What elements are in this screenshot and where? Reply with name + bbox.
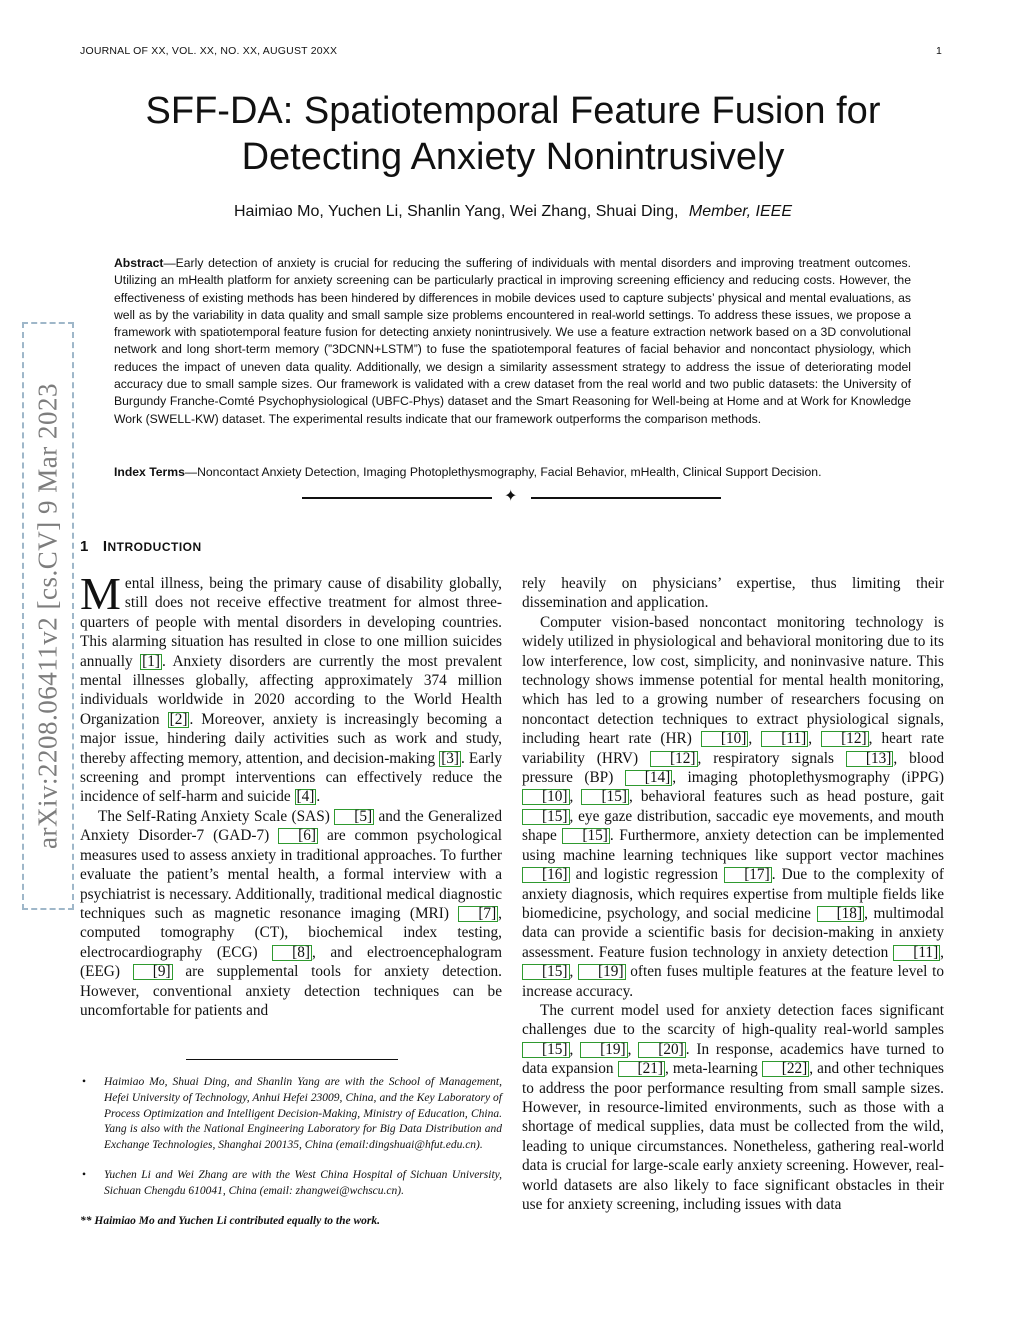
section-heading <box>80 538 202 555</box>
paragraph-text: , meta-learning <box>665 1060 762 1078</box>
arxiv-stamp <box>22 322 74 910</box>
title-line-2: Detecting Anxiety Nonintrusively <box>241 136 785 178</box>
paragraph-text: . Due to the complexity of anxiety diagnosis, which requires expertise from multiple fields like biomedicine, psychology, and social medicine <box>522 866 944 922</box>
citation-link[interactable]: [16] <box>522 867 570 883</box>
citation-link[interactable]: [15] <box>522 964 570 980</box>
index-terms <box>114 464 911 481</box>
paragraph-text: , behavioral features such as head posture, gait <box>628 788 944 806</box>
paragraph-text: often fuses multiple features at the feature level to increase accuracy. <box>522 963 944 1000</box>
drop-cap: M <box>80 568 121 619</box>
paragraph-text: , <box>569 1040 581 1058</box>
footnote-text: Yuchen Li and Wei Zhang are with the West China Hospital of Sichuan University, Sichuan Chengdu 610041, China (email: zhangwei@wchscu.cn). <box>104 1168 502 1197</box>
footnote-affiliation-2 <box>80 1168 502 1200</box>
paragraph-intro-2 <box>80 807 502 1020</box>
footnotes <box>80 1075 502 1229</box>
paragraph-text: , and electroencephalogram (EEG) <box>80 943 502 981</box>
paragraph-text: . Furthermore, anxiety detection can be implemented using machine learning techniques like support vector machines <box>522 827 945 864</box>
abstract <box>114 255 911 428</box>
paragraph-text: , <box>569 788 582 806</box>
citation-link[interactable]: [5] <box>334 809 374 825</box>
citation-link[interactable]: [3] <box>441 749 460 767</box>
paragraph-text: are common psychological measures used to assess anxiety in traditional approaches. To further evaluate the patient’s mental health, a formal interview with a psychiatrist is necessary. Additionally, traditional medical diagnostic techniques such as magnetic resonance imaging (MRI) <box>80 827 502 922</box>
citation-link[interactable]: [19] <box>580 1042 628 1058</box>
citation-link[interactable]: [14] <box>625 770 673 786</box>
paragraph-text: , respiratory signals <box>697 749 846 767</box>
section-title-rest: NTRODUCTION <box>107 540 202 554</box>
paragraph-text: . Anxiety disorders are currently the most prevalent mental illnesses globally, affecting approximately 374 million individuals worldwide in 2020 according to the World Health Organization <box>80 652 503 728</box>
paragraph-text: are supplemental tools for anxiety detection. However, conventional anxiety detection techniques can be uncomfortable for patients and <box>80 963 503 1019</box>
paragraph-text: , <box>940 943 944 961</box>
citation-link[interactable]: [6] <box>278 828 318 844</box>
index-terms-text: —Noncontact Anxiety Detection, Imaging Photoplethysmography, Facial Behavior, mHealth, Clinical Support Decision. <box>184 465 822 479</box>
paper-title <box>90 88 936 180</box>
paragraph-text: and logistic regression <box>569 866 725 884</box>
divider-line-left <box>302 497 492 499</box>
paragraph-intro-1 <box>80 568 503 807</box>
citation-link[interactable]: [12] <box>821 731 869 747</box>
citation-link[interactable]: [12] <box>650 751 698 767</box>
citation-link[interactable]: [15] <box>581 789 629 805</box>
citation-link[interactable]: [22] <box>762 1061 810 1077</box>
paragraph-text: , heart rate variability (HRV) <box>522 730 944 767</box>
bullet-icon: • <box>82 1076 87 1088</box>
citation-link[interactable]: [15] <box>522 809 570 825</box>
footnote-rule <box>186 1059 398 1060</box>
paragraph-text: , computed tomography (CT), biochemical index testing, electrocardiography (ECG) <box>80 904 502 961</box>
paragraph-text: , multimodal data can provide a scientific basis for decision-making in anxiety assessment. Feature fusion technology in anxiety detection <box>522 904 945 961</box>
citation-link[interactable]: [21] <box>618 1061 666 1077</box>
author-list <box>90 203 936 221</box>
paragraph-text: , <box>748 730 762 748</box>
running-head: JOURNAL OF XX, VOL. XX, NO. XX, AUGUST 20XX <box>80 45 338 57</box>
paragraph-text: rely heavily on physicians’ expertise, thus limiting their dissemination and application. <box>522 575 944 612</box>
footnote-affiliation-1 <box>80 1075 502 1154</box>
citation-link[interactable]: [9] <box>133 964 173 980</box>
index-terms-label: Index Terms <box>114 465 185 479</box>
author-names: Haimiao Mo, Yuchen Li, Shanlin Yang, Wei Zhang, Shuai Ding, <box>233 203 679 220</box>
citation-link[interactable]: [15] <box>522 1042 570 1058</box>
paragraph-text: . In response, academics have turned to data expansion <box>522 1040 944 1078</box>
citation-link[interactable]: [20] <box>638 1042 686 1058</box>
author-membership: Member, IEEE <box>688 203 793 220</box>
citation-link[interactable]: [4] <box>296 788 315 806</box>
paragraph-text: . Moreover, anxiety is increasingly becoming a major issue, hindering daily activities such as work and study, thereby affecting memory, attention, and decision-making <box>80 710 502 767</box>
citation-link[interactable]: [10] <box>522 789 570 805</box>
paragraph-text: , eye gaze distribution, saccadic eye movements, and mouth shape <box>522 807 944 845</box>
divider-star-icon: ✦ <box>504 488 518 505</box>
paragraph-text: Computer vision-based noncontact monitoring technology is widely utilized in physiological and behavioral monitoring due to its low interference, low cost, simplicity, and noninvasive nature. This technology shows immense potential for mental health monitoring, which has led to a growing number of researchers focusing on noncontact detection techniques to extract physiological signals, including heart rate (HR) <box>522 613 944 748</box>
paragraph-text: , <box>627 1040 639 1058</box>
footnote-equal-contribution: ** Haimiao Mo and Yuchen Li contributed equally to the work. <box>80 1214 380 1227</box>
citation-link[interactable]: [2] <box>169 710 188 728</box>
abstract-label: Abstract <box>114 256 164 270</box>
paragraph-intro-2-cont <box>522 574 944 613</box>
paragraph-text: ental illness, being the primary cause of disability globally, still does not receive effective treatment for almost three-quarters of people with mental disorders in developing countries. This alarming situation has resulted in close to one million suicides annually <box>80 575 502 670</box>
section-title-initial: I <box>102 538 108 555</box>
citation-link[interactable]: [7] <box>458 906 498 922</box>
section-number: 1 <box>80 538 89 555</box>
citation-link[interactable]: [13] <box>846 751 894 767</box>
page-number: 1 <box>936 45 942 57</box>
paragraph-text: , blood pressure (BP) <box>522 749 944 787</box>
citation-link[interactable]: [1] <box>142 652 161 670</box>
footnote-text: Haimiao Mo, Shuai Ding, and Shanlin Yang are with the School of Management, Hefei University of Technology, Anhui Hefei 23009, China, and the Key Laboratory of Process Optimization and Intelligent Decision-Making, Ministry of Education, China. Yang is also with the National Engineering Laboratory for Big Data Distribution and Exchange Technologies, Shanghai 200135, China (email:dingshuai@hfut.edu.cn). <box>104 1076 502 1152</box>
citation-link[interactable]: [18] <box>817 906 865 922</box>
paragraph-text: , and other techniques to address the poor performance resulting from small sample sizes. However, in resource-limited environments, such as those with a shortage of medical supplies, data must be collected from the wild, leading to unique circumstances. Nonetheless, gathering real-world data is crucial for large-scale early anxiety screening. However, real-world datasets are also likely to face significant obstacles in their use for anxiety screening, including issues with data <box>522 1060 945 1213</box>
citation-link[interactable]: [10] <box>701 731 749 747</box>
citation-link[interactable]: [11] <box>761 731 808 747</box>
citation-link[interactable]: [8] <box>272 945 312 961</box>
body-column-left <box>80 568 503 1020</box>
abstract-text: —Early detection of anxiety is crucial for reducing the suffering of individuals with mental disorders and improving treatment outcomes. Utilizing an mHealth platform for anxiety screening can be particularly practical in improving screening efficiency and reducing costs. However, the effectiveness of existing methods has been hindered by differences in mobile devices used to capture subjects’ physical and mental evaluations, as well as by the variability in data quality and small sample size problems encountered in real-world settings. To address these issues, we propose a framework with spatiotemporal feature fusion for detecting anxiety nonintrusively. We use a feature extraction network based on a 3D convolutional network and long short-term memory (”3DCNN+LSTM”) to fuse the spatiotemporal features of facial behavior and noncontact physiology, which reduces the impact of uneven data quality. Additionally, we design a similarity assessment strategy to address the issue of deteriorating model accuracy due to small sample sizes. Our framework is validated with a crew dataset from the real world and two public datasets: the University of Burgundy Franche-Comté Psychophysiological (UBFC-Phys) dataset and the Smart Reasoning for Well-being at Home and at Work for Knowledge Work (SWELL-KW) dataset. The experimental results indicate that our framework outperforms the comparison methods. <box>114 256 911 426</box>
citation-link[interactable]: [15] <box>562 828 610 844</box>
paragraph-text: The Self-Rating Anxiety Scale (SAS) <box>98 807 335 825</box>
paragraph-intro-3 <box>522 613 944 1001</box>
paragraph-text: . Early screening and prompt interventions can effectively reduce the incidence of self-harm and suicide <box>80 749 502 806</box>
citation-link[interactable]: [19] <box>578 964 626 980</box>
body-column-right <box>522 574 944 1214</box>
paragraph-text: . <box>316 788 321 806</box>
paragraph-text: , <box>808 730 822 748</box>
paragraph-text: , imaging photoplethysmography (iPPG) <box>672 769 944 787</box>
arxiv-stamp-text: arXiv:2208.06411v2 [cs.CV] 9 Mar 2023 <box>32 383 63 849</box>
citation-link[interactable]: [17] <box>724 867 772 883</box>
paragraph-text: The current model used for anxiety detection faces significant challenges due to the scarcity of high-quality real-world samples <box>522 1001 944 1039</box>
title-line-1: SFF-DA: Spatiotemporal Feature Fusion for <box>145 90 881 132</box>
paragraph-intro-4 <box>522 1001 944 1214</box>
divider-line-right <box>531 497 721 499</box>
citation-link[interactable]: [11] <box>893 945 940 961</box>
bullet-icon: • <box>82 1168 87 1181</box>
paragraph-text: and the Generalized Anxiety Disorder-7 (GAD-7) <box>80 807 502 845</box>
paragraph-text: , <box>569 963 579 981</box>
